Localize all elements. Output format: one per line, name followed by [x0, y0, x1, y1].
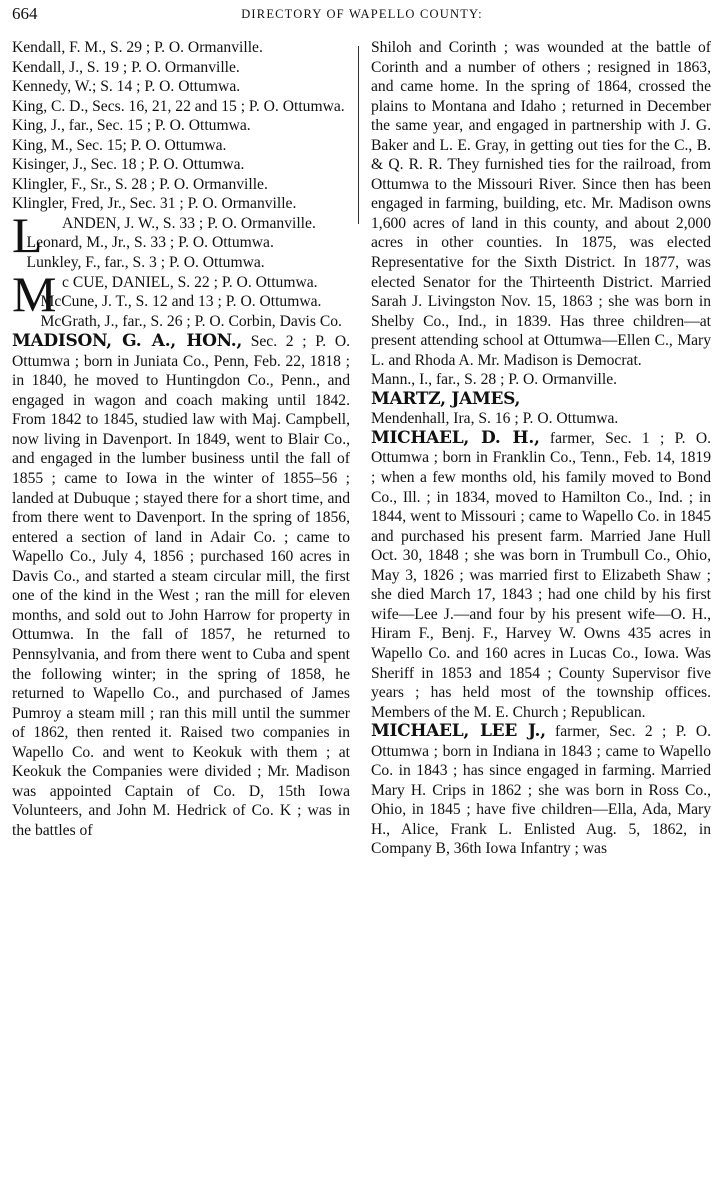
directory-entry: Klingler, F., Sr., S. 28 ; P. O. Ormanville. — [12, 175, 268, 193]
directory-entry: Mann., I., far., S. 28 ; P. O. Ormanville. — [371, 371, 618, 389]
directory-entry: Kisinger, J., Sec. 18 ; P. O. Ottumwa. — [12, 156, 245, 174]
directory-entry: Leonard, M., Jr., S. 33 ; P. O. Ottumwa. — [26, 234, 274, 252]
drop-cap-text: c CUE, DANIEL, S. 22 ; P. O. Ottumwa. — [62, 273, 318, 291]
page-header — [12, 4, 712, 28]
drop-cap-initial: M — [12, 265, 57, 322]
directory-entry: Mendenhall, Ira, S. 16 ; P. O. Ottumwa. — [371, 410, 619, 428]
left-column — [12, 38, 350, 840]
directory-entry: Lunkley, F., far., S. 3 ; P. O. Ottumwa. — [26, 254, 265, 272]
directory-entry: Kendall, J., S. 19 ; P. O. Ormanville. — [12, 58, 240, 76]
directory-entry: Kendall, F. M., S. 29 ; P. O. Ormanville. — [12, 39, 263, 56]
biography-name: MADISON, G. A., HON., — [12, 331, 242, 352]
directory-entry: King, J., far., Sec. 15 ; P. O. Ottumwa. — [12, 117, 251, 135]
biography-text: farmer, Sec. 2 ; P. O. Ottumwa ; born in Indiana in 1843 ; came to Wapello Co. in 1843 ; has since engaged in farming. Married Mary H. Crips in 1862 ; she was born in Ross Co., Ohio, in 1845 ; have five children—Ella, Ada, Mary H., Alice, Frank L. Enlisted Aug. 5, 1862, in Company B, 36th Iowa Infantry ; was — [371, 723, 711, 858]
right-column — [371, 38, 711, 859]
directory-entry: Klingler, Fred, Jr., Sec. 31 ; P. O. Ormanville. — [12, 195, 297, 213]
drop-cap-initial: L — [12, 206, 43, 263]
biography-michael-dh — [371, 429, 711, 722]
biography-name: MICHAEL, D. H., — [371, 427, 540, 448]
biography-michael-lee — [371, 722, 711, 859]
biography-text: farmer, Sec. 1 ; P. O. Ottumwa ; born in Franklin Co., Tenn., Feb. 14, 1819 ; when a few months old, his family moved to Bond Co., Ill. ; in 1834, moved to Hamilton Co., Ind. ; in 1844, went to Missouri ; came to Wapello Co. in 1845 and purchased his present farm. Married Jane Hull Oct. 30, 1848 ; she was born in Trumbull Co., Ohio, May 3, 1826 ; was married first to Elizabeth Shaw ; she died March 17, 1843 ; had one child by his first wife—Lee J.—and four by his present wife—O. H., Hiram F., Benj. F., Harvey W. Owns 435 acres in Wapello Co. and 160 acres in Lucas Co., Iowa. Was Sheriff in 1853 and 1854 ; County Supervisor five years ; has held most of the township offices. Members of the M. E. Church ; Republican. — [371, 429, 711, 721]
directory-entry: McCune, J. T., S. 12 and 13 ; P. O. Ottumwa. — [40, 293, 322, 311]
drop-cap-text: ANDEN, J. W., S. 33 ; P. O. Ormanville. — [62, 214, 316, 232]
biography-madison — [12, 332, 350, 840]
biography-madison-continued: Shiloh and Corinth ; was wounded at the battle of Corinth and a number of others ; resigned in 1863, and came home. In the spring of 1864, crossed the plains to Montana and Idaho ; returned in December the same year, and engaged in partnership with J. G. Baker and L. E. Gray, in getting out ties for the C., B. & Q. R. R. They furnished ties for the railroad, from Ottumwa to the Missouri River. Since then has been engaged in farming, building, etc. Mr. Madison owns 1,600 acres of land in this county, and about 2,000 acres in other counties. In 1875, was elected Representative for the Sixth District. In 1877, was elected Senator for the Thirteenth District. Married Sarah J. Livingston Nov. 15, 1863 ; she was born in Shelby Co., Ind., in 1839. Has three children—at present attending school at Ottumwa—Ellen C., Mary L. and Rhoda A. Mr. Madison is Democrat. — [371, 39, 711, 369]
biography-text: Sec. 2 ; P. O. Ottumwa ; born in Juniata Co., Penn, Feb. 22, 1818 ; in 1840, he moved to Huntingdon Co., Penn., and engaged in wagon and coach making until 1842. From 1842 to 1845, studied law with Maj. Campbell, now living in Davenport. In 1849, went to Blair Co., and engaged in the lumber business until the fall of 1855 ; came to Iowa in the winter of 1855–56 ; landed at Dubuque ; stayed there for a short time, and from there went to Davenport. In the spring of 1856, entered a section of land in Adair Co. ; came to Wapello Co., July 4, 1856 ; purchased 160 acres in Davis Co., and started a steam circular mill, the first one of the kind in the West ; ran the mill for eleven months, and sold out to John Harrow for property in Ottumwa. In the fall of 1857, he returned to Pennsylvania, and from there went to Cuba and spent the following winter; in the spring of 1858, he returned to Wapello Co., and purchased of James Pumroy a steam mill ; ran this mill until the summer of 1862, then rented it. Raised two companies in Wapello Co. and went to Keokuk with them ; at Keokuk the Companies were divided ; Mr. Madison was appointed Captain of Co. D, 15th Iowa Volunteers, and John M. Hedrick of Co. K ; was in the battles of — [12, 333, 350, 839]
running-head: DIRECTORY OF WAPELLO COUNTY: — [241, 7, 483, 21]
directory-entry: McGrath, J., far., S. 26 ; P. O. Corbin, Davis Co. — [40, 312, 342, 330]
directory-entry: King, C. D., Secs. 16, 21, 22 and 15 ; P. O. Ottumwa. — [12, 97, 345, 115]
directory-entry: King, M., Sec. 15; P. O. Ottumwa. — [12, 136, 227, 154]
directory-entry: Kennedy, W.; S. 14 ; P. O. Ottumwa. — [12, 78, 241, 96]
page-number: 664 — [12, 4, 38, 23]
biography-name: MICHAEL, LEE J., — [371, 721, 546, 742]
column-divider — [358, 46, 359, 224]
directory-entry-martz: MARTZ, JAMES, — [371, 388, 521, 409]
